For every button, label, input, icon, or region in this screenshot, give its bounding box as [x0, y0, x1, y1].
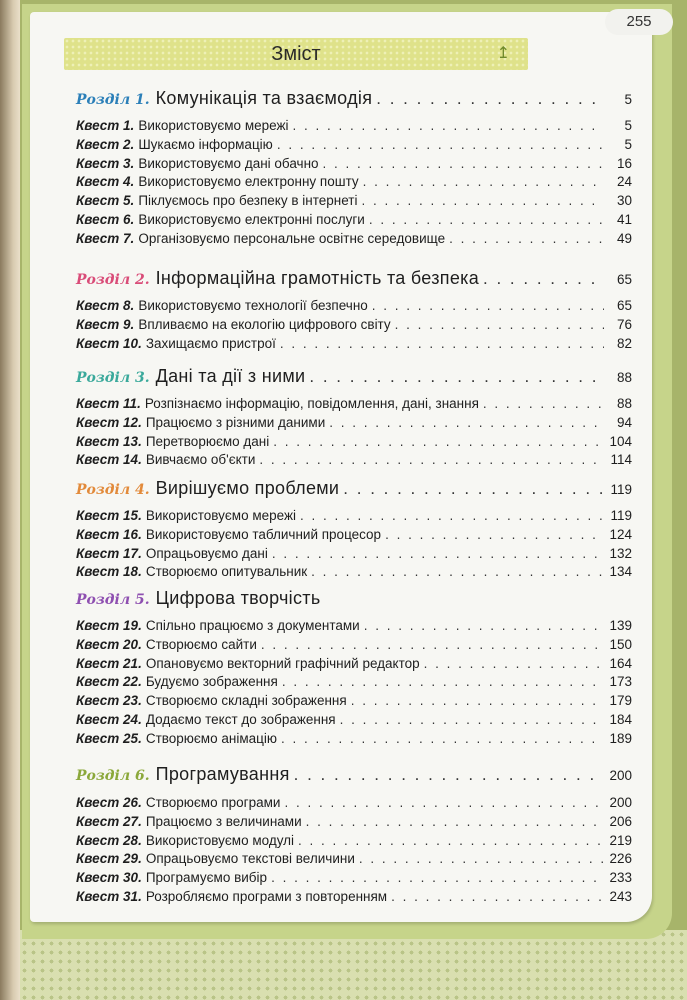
- dot-leader: [298, 833, 604, 848]
- quest-page: 206: [609, 813, 632, 829]
- quest-row: [76, 317, 632, 332]
- quest-label: Квест 12.: [76, 414, 142, 430]
- quest-label: Квест 29.: [76, 851, 142, 867]
- dot-leader: [376, 89, 604, 109]
- quest-title: Використовуємо модулі: [145, 832, 295, 848]
- quest-page: 179: [609, 693, 632, 709]
- quest-title: Створюємо сайти: [145, 636, 257, 652]
- section-row: [76, 764, 632, 785]
- page-bottom-pattern: [20, 930, 687, 1000]
- dot-leader: [281, 731, 604, 746]
- quest-title: Впливаємо на екологію цифрового світу: [138, 316, 391, 332]
- section-row: [76, 268, 632, 289]
- quest-page: 41: [616, 212, 632, 227]
- quest-page: 150: [609, 636, 632, 652]
- quest-title: Створюємо складні зображення: [145, 693, 347, 709]
- quest-row: [76, 137, 632, 152]
- quest-label: Квест 16.: [76, 526, 142, 542]
- quest-page: 82: [616, 335, 632, 351]
- dot-leader: [483, 396, 604, 411]
- quest-title: Використовуємо мережі: [145, 508, 297, 523]
- dot-leader: [311, 564, 604, 579]
- quest-row: [76, 156, 632, 171]
- dot-leader: [424, 656, 604, 671]
- dot-leader: [351, 693, 604, 708]
- dot-leader: [372, 298, 604, 313]
- dot-leader: [369, 212, 604, 227]
- dot-leader: [271, 870, 604, 885]
- quest-label: Квест 24.: [76, 712, 142, 727]
- quest-page: 94: [616, 414, 632, 430]
- dot-leader: [300, 508, 604, 523]
- quest-row: [76, 434, 632, 449]
- dot-leader: [259, 452, 604, 467]
- quest-label: Квест 19.: [76, 618, 142, 633]
- dot-leader: [363, 174, 604, 189]
- quest-label: Квест 3.: [76, 155, 135, 171]
- quest-label: Квест 31.: [76, 889, 142, 904]
- quest-title: Будуємо зображення: [145, 674, 278, 690]
- section-title: Вирішуємо проблеми: [155, 478, 340, 498]
- section-label: Розділ 1.: [76, 92, 150, 108]
- dot-leader: [364, 618, 604, 633]
- dot-leader: [340, 712, 604, 727]
- quest-page: 173: [609, 674, 632, 690]
- section-label: Розділ 5.: [76, 592, 150, 608]
- quest-label: Квест 17.: [76, 545, 142, 561]
- quest-title: Розробляємо програми з повторенням: [145, 889, 388, 904]
- dot-leader: [293, 118, 605, 133]
- quest-title: Опановуємо векторний графічний редактор: [145, 655, 420, 671]
- quest-row: [76, 527, 632, 542]
- quest-label: Квест 2.: [76, 136, 135, 152]
- quest-title: Створюємо опитувальник: [145, 564, 308, 580]
- quest-row: [76, 674, 632, 689]
- section-page: 200: [609, 768, 632, 783]
- quest-title: Використовуємо табличний процесор: [145, 526, 382, 542]
- quest-page: 30: [616, 193, 632, 209]
- quest-page: 16: [616, 155, 632, 171]
- book-spine: [0, 0, 22, 1000]
- quest-label: Квест 10.: [76, 335, 142, 351]
- quest-row: [76, 298, 632, 313]
- quest-title: Використовуємо електронну пошту: [138, 174, 359, 190]
- quest-label: Квест 23.: [76, 693, 142, 709]
- quest-row: [76, 889, 632, 904]
- section-label: Розділ 2.: [76, 272, 150, 288]
- dot-leader: [329, 415, 604, 430]
- quest-title: Захищаємо пристрої: [145, 335, 276, 351]
- quest-title: Працюємо з величинами: [145, 813, 302, 829]
- quest-page: 24: [616, 174, 632, 190]
- section-title: Програмування: [155, 764, 290, 784]
- quest-row: [76, 637, 632, 652]
- quest-row: [76, 546, 632, 561]
- quest-title: Організовуємо персональне освітнє середовище: [138, 230, 446, 246]
- quest-row: [76, 193, 632, 208]
- quest-label: Квест 30.: [76, 870, 142, 886]
- section-title: Інформаційна грамотність та безпека: [155, 268, 480, 288]
- quest-page: 226: [609, 851, 632, 867]
- dot-leader: [323, 156, 604, 171]
- quest-label: Квест 18.: [76, 564, 142, 580]
- quest-title: Програмуємо вибір: [145, 870, 268, 886]
- quest-label: Квест 8.: [76, 298, 135, 313]
- quest-title: Шукаємо інформацію: [138, 136, 273, 152]
- quest-title: Опрацьовуємо текстові величини: [145, 851, 355, 867]
- quest-page: 5: [624, 136, 632, 152]
- section-page: 88: [616, 370, 632, 385]
- dot-leader: [385, 527, 604, 542]
- quest-label: Квест 25.: [76, 730, 142, 746]
- arrow-up-icon: ↥: [496, 45, 510, 62]
- quest-title: Створюємо анімацію: [145, 730, 277, 746]
- quest-label: Квест 14.: [76, 452, 142, 468]
- spine-edge-marks: [3, 300, 13, 600]
- quest-page: 49: [616, 230, 632, 246]
- quest-page: 132: [609, 545, 632, 561]
- quest-row: [76, 336, 632, 351]
- dot-leader: [483, 269, 604, 289]
- dot-leader: [391, 889, 604, 904]
- quest-label: Квест 9.: [76, 316, 135, 332]
- dot-leader: [261, 637, 604, 652]
- dot-leader: [277, 137, 604, 152]
- dot-leader: [343, 479, 604, 499]
- dot-leader: [359, 851, 604, 866]
- quest-page: 134: [609, 564, 632, 580]
- quest-label: Квест 4.: [76, 174, 135, 190]
- quest-label: Квест 22.: [76, 674, 142, 690]
- section-row: [76, 366, 632, 387]
- quest-label: Квест 6.: [76, 212, 135, 227]
- dot-leader: [294, 765, 604, 785]
- quest-title: Опрацьовуємо дані: [145, 545, 268, 561]
- quest-label: Квест 28.: [76, 832, 142, 848]
- quest-title: Використовуємо дані обачно: [138, 155, 319, 171]
- quest-label: Квест 11.: [76, 396, 141, 411]
- quest-row: [76, 174, 632, 189]
- section-label: Розділ 3.: [76, 370, 150, 386]
- section-title: Комунікація та взаємодія: [155, 88, 373, 108]
- quest-row: [76, 508, 632, 523]
- quest-label: Квест 7.: [76, 230, 135, 246]
- quest-row: [76, 396, 632, 411]
- quest-page: 243: [609, 889, 632, 904]
- quest-row: [76, 814, 632, 829]
- dot-leader: [361, 193, 604, 208]
- quest-page: 124: [609, 526, 632, 542]
- section-row: [76, 88, 632, 109]
- dot-leader: [449, 231, 604, 246]
- quest-row: [76, 731, 632, 746]
- quest-row: [76, 656, 632, 671]
- quest-title: Вивчаємо об'єкти: [145, 452, 256, 468]
- quest-label: Квест 13.: [76, 433, 142, 449]
- quest-row: [76, 870, 632, 885]
- quest-label: Квест 26.: [76, 795, 142, 810]
- quest-row: [76, 712, 632, 727]
- dot-leader: [280, 336, 604, 351]
- quest-page: 184: [609, 712, 632, 727]
- quest-row: [76, 618, 632, 633]
- quest-row: [76, 212, 632, 227]
- quest-label: Квест 21.: [76, 655, 142, 671]
- quest-page: 5: [624, 118, 632, 133]
- quest-row: [76, 693, 632, 708]
- quest-row: [76, 231, 632, 246]
- quest-page: 200: [609, 795, 632, 810]
- section-title: Дані та дії з ними: [155, 366, 306, 386]
- section-row: [76, 588, 632, 609]
- dot-leader: [272, 546, 604, 561]
- quest-page: 104: [609, 433, 632, 449]
- dot-leader: [282, 674, 604, 689]
- quest-row: [76, 564, 632, 579]
- quest-row: [76, 795, 632, 810]
- quest-title: Використовуємо електронні послуги: [138, 212, 365, 227]
- quest-page: 119: [610, 508, 632, 523]
- section-label: Розділ 4.: [76, 482, 150, 498]
- quest-page: 233: [609, 870, 632, 886]
- quest-title: Використовуємо технології безпечно: [138, 298, 368, 313]
- quest-page: 219: [609, 832, 632, 848]
- quest-label: Квест 15.: [76, 508, 142, 523]
- dot-leader: [284, 795, 604, 810]
- dot-leader: [395, 317, 604, 332]
- quest-page: 189: [609, 730, 632, 746]
- quest-page: 114: [610, 452, 632, 468]
- quest-row: [76, 118, 632, 133]
- quest-page: 88: [616, 396, 632, 411]
- page-number: 255: [605, 9, 673, 35]
- section-row: [76, 478, 632, 499]
- section-page: 65: [616, 272, 632, 287]
- quest-label: Квест 5.: [76, 193, 135, 209]
- toc-card: [30, 12, 652, 922]
- quest-title: Розпізнаємо інформацію, повідомлення, дані, знання: [144, 396, 479, 411]
- quest-label: Квест 27.: [76, 813, 142, 829]
- quest-label: Квест 1.: [76, 118, 135, 133]
- quest-title: Працюємо з різними даними: [145, 414, 326, 430]
- quest-title: Піклуємось про безпеку в інтернеті: [138, 193, 358, 209]
- section-label: Розділ 6.: [76, 768, 150, 784]
- quest-title: Спільно працюємо з документами: [145, 618, 360, 633]
- title-banner: [64, 38, 528, 70]
- quest-page: 164: [609, 655, 632, 671]
- quest-title: Використовуємо мережі: [138, 118, 289, 133]
- quest-title: Перетворюємо дані: [145, 433, 270, 449]
- page-title: Зміст: [271, 43, 321, 65]
- dot-leader: [309, 367, 604, 387]
- quest-title: Створюємо програми: [145, 795, 281, 810]
- quest-row: [76, 415, 632, 430]
- quest-page: 76: [616, 316, 632, 332]
- quest-row: [76, 851, 632, 866]
- dot-leader: [306, 814, 604, 829]
- section-page: 5: [624, 92, 632, 107]
- quest-page: 65: [616, 298, 632, 313]
- quest-row: [76, 833, 632, 848]
- quest-row: [76, 452, 632, 467]
- dot-leader: [273, 434, 604, 449]
- section-page: 119: [610, 482, 632, 497]
- quest-label: Квест 20.: [76, 636, 142, 652]
- section-title: Цифрова творчість: [155, 588, 321, 608]
- quest-page: 139: [609, 618, 632, 633]
- quest-title: Додаємо текст до зображення: [145, 712, 336, 727]
